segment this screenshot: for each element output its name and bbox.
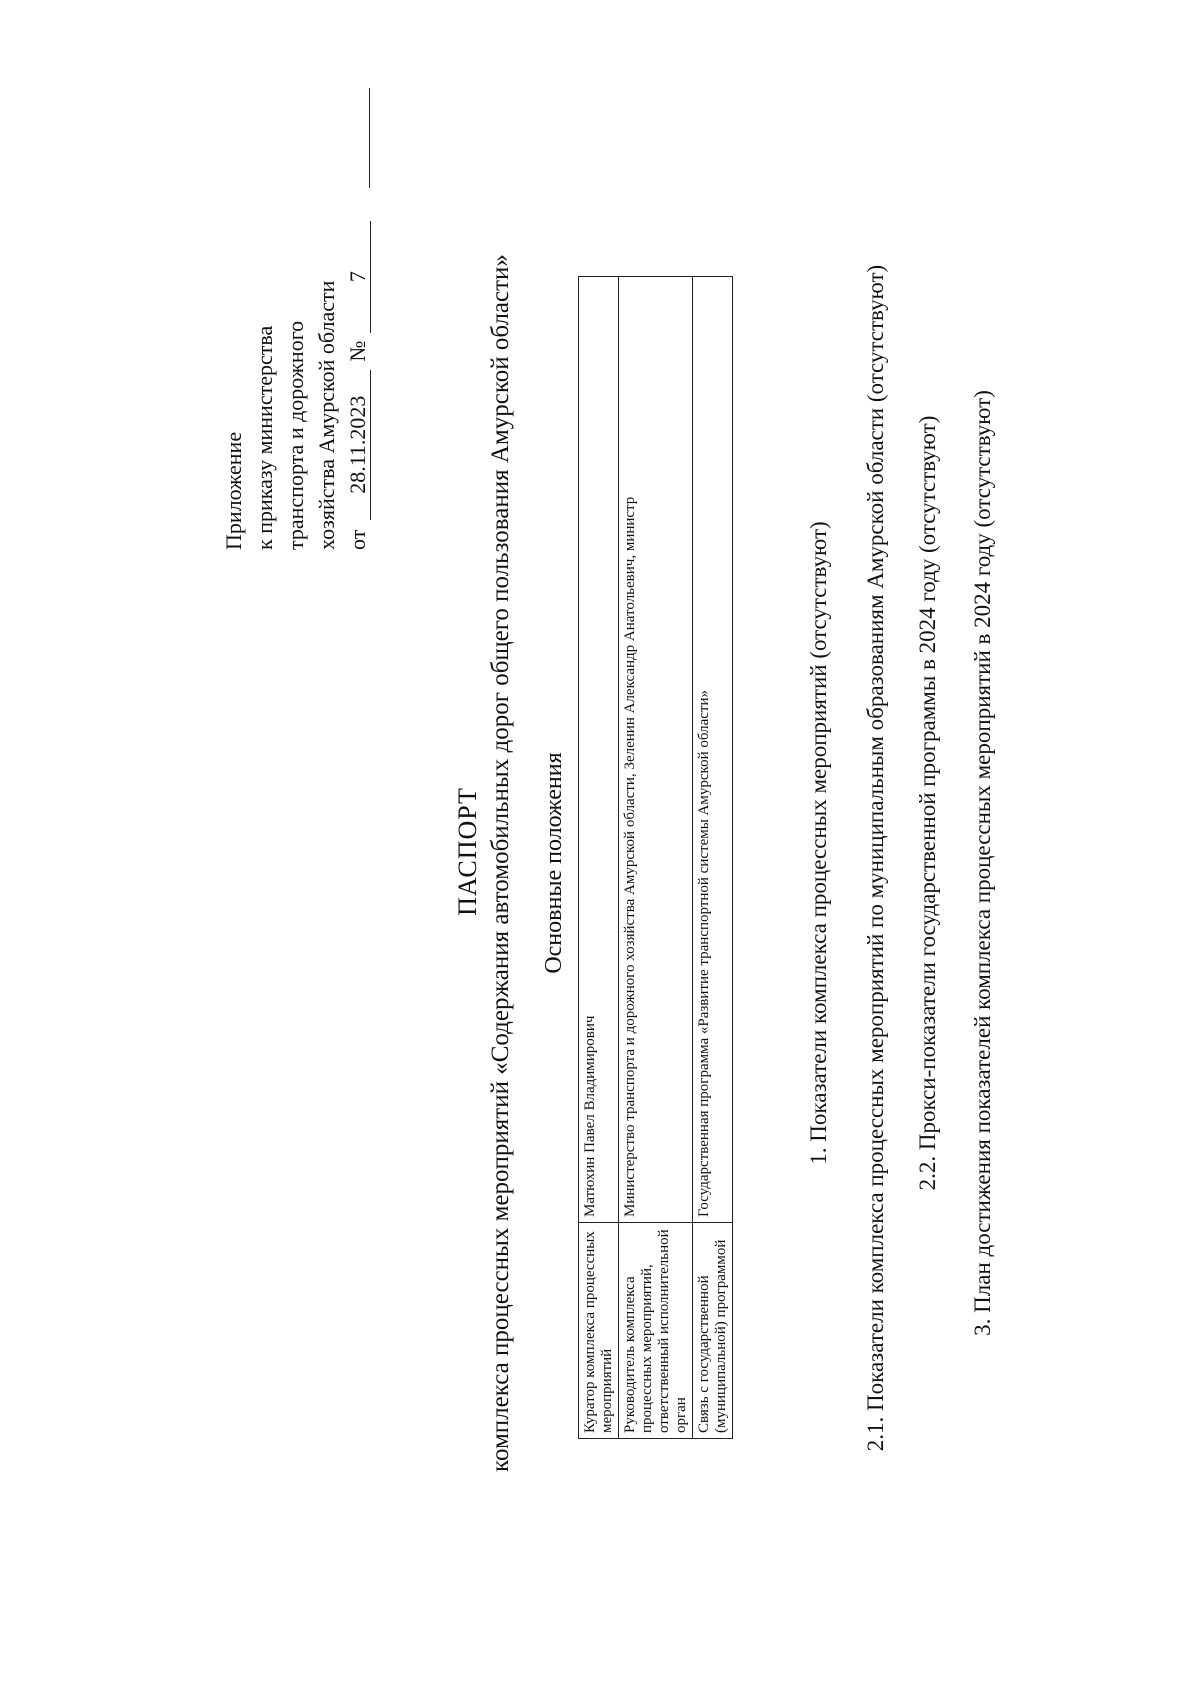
section-municipal-indicators: 2.1. Показатели комплекса процессных мероприятий по муниципальным образованиям Амурской области (отсутствуют)	[863, 264, 888, 1452]
table-value-cell: Министерство транспорта и дорожного хозяйства Амурской области, Зеленин Александр Анатольевич, министр	[619, 277, 693, 1223]
top-rule-line	[369, 88, 370, 188]
order-date: 28.11.2023	[346, 370, 371, 520]
table-key-cell: Руководитель комплекса процессных мероприятий, ответственный исполнительной орган	[619, 1223, 693, 1439]
section-indicators: 1. Показатели комплекса процессных мероприятий (отсутствуют)	[806, 521, 831, 1165]
table-row	[619, 277, 693, 1439]
section-achievement-plan: 3. План достижения показателей комплекса процессных мероприятий в 2024 году (отсутствуют)	[970, 390, 995, 1336]
order-number: 7	[346, 221, 371, 333]
section-proxy-indicators: 2.2. Прокси-показатели государственной программы в 2024 году (отсутствуют)	[915, 415, 940, 1191]
table-key-cell: Связь с государственной (муниципальной) программой	[693, 1223, 733, 1439]
number-label: №	[345, 340, 370, 362]
table-value-cell: Государственная программа «Развитие транспортной системы Амурской области»	[693, 277, 733, 1223]
table-value-cell: Матюхин Павел Владимирович	[579, 277, 619, 1223]
approval-line-2: к приказу министерства	[252, 325, 277, 550]
approval-block	[218, 250, 373, 550]
table-key-cell: Куратор комплекса процессных мероприятий	[579, 1223, 619, 1439]
passport-table	[578, 276, 733, 1439]
table-row	[693, 277, 733, 1439]
approval-line-4: хозяйства Амурской области	[314, 280, 339, 550]
document-heading: ПАСПОРТ	[453, 787, 482, 916]
approval-line-3: транспорта и дорожного	[283, 320, 308, 550]
approval-line-1: Приложение	[221, 431, 246, 550]
from-label: от	[345, 529, 370, 550]
document-subtitle: комплекса процессных мероприятий «Содержания автомобильных дорог общего пользования Амурской области»	[487, 254, 514, 1472]
section-heading: Основные положения	[541, 752, 567, 974]
approval-date-line	[342, 250, 373, 550]
table-row	[579, 277, 619, 1439]
